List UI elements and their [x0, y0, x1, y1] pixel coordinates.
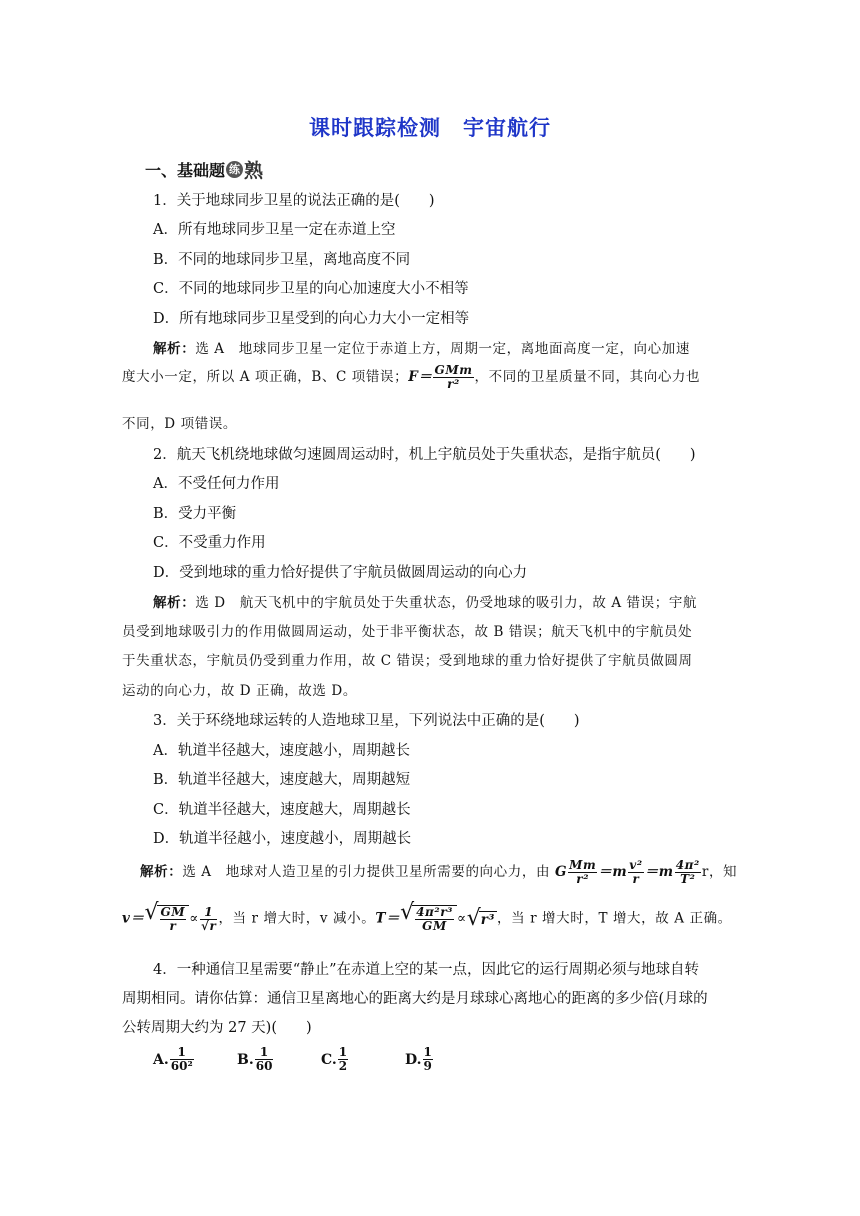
sqrt-r3	[479, 911, 497, 928]
q1-ex2a: 度大小一定，所以 A 项正确，B、C 项错误；	[122, 369, 409, 386]
formula-v2-over-r	[628, 859, 643, 886]
page-title: 课时跟踪检测 宇宙航行	[309, 116, 551, 140]
q2-stem: 2．航天飞机绕地球做匀速圆周运动时，机上宇航员处于失重状态，是指宇航员( )	[153, 447, 696, 463]
q4-stem-line-1: 4．一种通信卫星需要“静止”在赤道上空的某一点，因此它的运行周期必须与地球自转	[153, 962, 700, 978]
frac-den: 60²	[170, 1059, 193, 1074]
frac-num: 1	[255, 1046, 274, 1060]
proportional-symbol: ∝	[457, 910, 467, 927]
q1-explanation-line-3: 不同，D 项错误。	[122, 416, 238, 432]
frac-den: GM	[422, 919, 447, 934]
frac-num: 1	[200, 906, 217, 920]
q2-option-a: A．不受任何力作用	[153, 476, 280, 492]
option-fraction	[170, 1046, 194, 1073]
frac-num: v²	[629, 858, 643, 872]
q1-explanation-label: 解析：	[153, 341, 196, 357]
frac-den: r²	[576, 872, 590, 887]
frac-den: T²	[680, 872, 696, 887]
frac-num: 4π²	[675, 858, 700, 872]
q3-option-c: C．轨道半径越大，速度越大，周期越长	[153, 802, 411, 818]
q2-explanation-line-2: 员受到地球吸引力的作用做圆周运动，处于非平衡状态，故 B 错误；航天飞机中的宇航员处	[122, 624, 693, 640]
q2-option-c: C．不受重力作用	[153, 535, 266, 551]
sqrt-gm-over-r	[157, 905, 190, 933]
q3-explanation-label: 解析：	[140, 864, 183, 881]
q2-explanation-line-4: 运动的向心力，故 D 正确，故选 D。	[122, 683, 357, 699]
formula-gmm-over-r2	[433, 364, 473, 391]
q2-option-b: B．受力平衡	[153, 506, 237, 522]
option-fraction	[423, 1046, 433, 1073]
q3-stem: 3．关于环绕地球运转的人造地球卫星，下列说法中正确的是( )	[153, 713, 580, 729]
frac-num: √ 4π²r³	[416, 905, 454, 919]
sqrt-4pi2r3-over-gm	[412, 905, 457, 933]
option-fraction	[255, 1046, 274, 1073]
q4-option-c	[321, 1046, 405, 1073]
frac-num: 1	[338, 1045, 348, 1059]
q4-option-a	[153, 1046, 237, 1073]
formula-1-over-sqrt-r	[200, 906, 217, 933]
formula-v: v＝	[122, 910, 145, 927]
q3-ex1b: r，知	[701, 864, 738, 881]
q1-option-a: A．所有地球同步卫星一定在赤道上空	[153, 222, 396, 238]
formula-t: T＝	[375, 910, 401, 927]
q1-stem: 1．关于地球同步卫星的说法正确的是( )	[153, 193, 435, 209]
formula-mm-over-r2	[568, 859, 597, 886]
frac-num: Mm	[569, 858, 597, 872]
option-label: D.	[405, 1051, 422, 1068]
q1-option-d: D．所有地球同步卫星受到的向心力大小一定相等	[153, 311, 470, 327]
q3-ex2-end: ，当 r 增大时，T 增大，故 A 正确。	[497, 910, 732, 927]
q1-explanation-text: 选 A 地球同步卫星一定位于赤道上方，周期一定，离地面高度一定，向心加速	[195, 341, 690, 357]
formula-4pi2-over-t2	[675, 859, 701, 886]
q1-option-b: B．不同的地球同步卫星，离地高度不同	[153, 252, 411, 268]
q3-ex2-mid: ，当 r 增大时，v 减小。	[218, 910, 376, 927]
frac-num: 1	[170, 1046, 194, 1060]
formula-f: F＝	[408, 369, 433, 386]
frac-den: r²	[447, 377, 460, 392]
frac-den: √r	[201, 918, 217, 933]
formula-g: G	[554, 864, 568, 881]
formula-eq-m: ＝m	[598, 864, 628, 881]
q4-option-b	[237, 1046, 321, 1073]
q1-ex2b: ，不同的卫星质量不同，其向心力也	[474, 369, 701, 386]
formula-eq-m: ＝m	[644, 864, 674, 881]
q2-explanation-line-3: 于失重状态，宇航员仍受到重力作用，故 C 错误；受到地球的重力恰好提供了宇航员做圆周	[122, 653, 693, 669]
section-label: 一、基础题	[145, 161, 226, 180]
q1-explanation-line-2	[122, 364, 700, 391]
section-heading	[145, 156, 263, 183]
section-suffix: 熟	[244, 160, 264, 182]
q3-option-b: B．轨道半径越大，速度越大，周期越短	[153, 772, 411, 788]
option-fraction	[338, 1046, 348, 1073]
frac-num: GMm	[434, 363, 473, 377]
practice-badge-icon: 练	[226, 161, 243, 178]
formula-gm-over-r	[160, 906, 187, 933]
frac-den: r	[169, 919, 177, 934]
frac-den: 2	[338, 1059, 348, 1074]
q4-options	[153, 1046, 489, 1073]
q2-explanation-line-1	[153, 591, 697, 611]
q4-option-d	[405, 1046, 489, 1073]
frac-den: 9	[423, 1059, 432, 1074]
q3-option-a: A．轨道半径越大，速度越小，周期越长	[153, 743, 410, 759]
frac-num: 1	[423, 1045, 432, 1059]
frac-den: r	[632, 872, 640, 887]
q2-explanation-label: 解析：	[153, 595, 196, 611]
q4-stem-line-3: 公转周期大约为 27 天)( )	[122, 1020, 312, 1036]
q1-option-c: C．不同的地球同步卫星的向心加速度大小不相等	[153, 281, 469, 297]
frac-num: √ GM	[160, 905, 186, 919]
frac-den: 60	[255, 1059, 273, 1074]
formula-r3: r³	[480, 911, 496, 928]
formula-4pi2r3-over-gm	[415, 906, 454, 933]
q3-explanation-line-1	[140, 859, 737, 886]
q2-option-d: D．受到地球的重力恰好提供了宇航员做圆周运动的向心力	[153, 565, 528, 581]
q4-stem-line-2: 周期相同。请你估算：通信卫星离地心的距离大约是月球球心离地心的距离的多少倍(月球的	[122, 991, 708, 1007]
q2-explanation-text: 选 D 航天飞机中的宇航员处于失重状态，仍受地球的吸引力，故 A 错误；宇航	[195, 595, 698, 611]
option-label: A.	[153, 1051, 169, 1068]
option-label: C.	[321, 1051, 337, 1068]
proportional-symbol: ∝	[189, 910, 200, 927]
option-label: B.	[237, 1051, 254, 1068]
q3-explanation-line-2	[122, 905, 732, 933]
q3-ex1a: 选 A 地球对人造卫星的引力提供卫星所需要的向心力，由	[182, 864, 555, 881]
q1-explanation-line-1	[153, 337, 690, 357]
q3-option-d: D．轨道半径越小，速度越小，周期越长	[153, 831, 412, 847]
